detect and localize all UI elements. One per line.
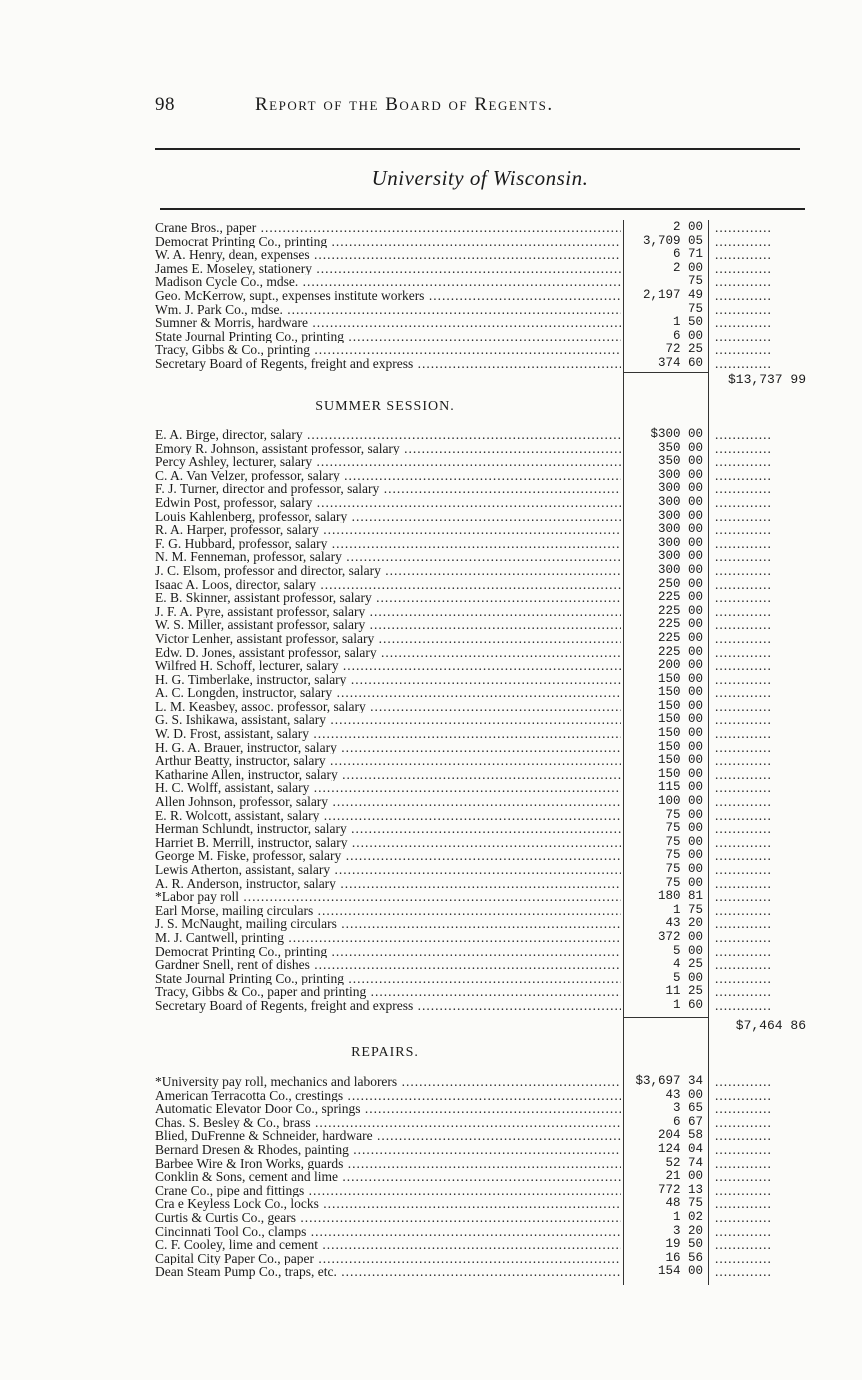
row-filler: .............	[715, 221, 772, 235]
ledger-row	[155, 316, 815, 330]
row-filler: .............	[715, 835, 772, 850]
ledger-row	[155, 822, 815, 836]
ledger-row	[155, 795, 815, 809]
row-description: Wilfred H. Schoff, lecturer, salary .....	[155, 659, 621, 673]
ledger-row	[155, 1157, 815, 1171]
ledger-row	[155, 1265, 815, 1279]
section-total: $13,737 99	[727, 372, 806, 387]
row-description: Blied, DuFrenne & Schneider, hardware .....	[155, 1129, 621, 1143]
row-description: State Journal Printing Co., printing .....	[155, 330, 621, 344]
row-amount: 115 00	[657, 780, 703, 795]
row-description: State Journal Printing Co., printing .....	[155, 972, 621, 986]
ledger-row	[155, 632, 815, 646]
ledger-row	[155, 809, 815, 823]
row-description: E. R. Wolcott, assistant, salary .....	[155, 809, 621, 823]
row-description: H. G. A. Brauer, instructor, salary .....	[155, 741, 621, 755]
row-amount: 4 25	[672, 957, 703, 972]
row-description: American Terracotta Co., crestings .....	[155, 1089, 621, 1103]
row-amount: 75 00	[665, 821, 703, 836]
row-filler: .............	[715, 659, 772, 673]
row-filler: .............	[715, 699, 772, 714]
ledger-row	[155, 442, 815, 456]
row-description: Emory R. Johnson, assistant professor, salary .....	[155, 442, 621, 456]
row-filler: .............	[715, 1224, 772, 1239]
ledger-row	[155, 550, 815, 564]
row-description: W. D. Frost, assistant, salary .....	[155, 727, 621, 741]
ledger-row	[155, 1184, 815, 1198]
ledger-row	[155, 482, 815, 496]
subtitle-rule	[160, 208, 805, 210]
row-amount: 16 56	[665, 1250, 703, 1265]
ledger-row	[155, 591, 815, 605]
row-filler: .............	[715, 1075, 772, 1089]
ledger-row	[155, 537, 815, 551]
ledger-row	[155, 768, 815, 782]
section-heading-summer: SUMMER SESSION.	[315, 399, 455, 414]
ledger-row	[155, 469, 815, 483]
ledger-row	[155, 904, 815, 918]
row-description: Capital City Paper Co., paper .....	[155, 1252, 621, 1266]
section-repairs-rows	[155, 1075, 815, 1279]
row-filler: .............	[715, 849, 772, 863]
row-filler: .............	[715, 563, 772, 578]
ledger-row	[155, 1143, 815, 1157]
row-amount: 1 75	[672, 902, 703, 917]
row-description: J. C. Elsom, professor and director, salary .....	[155, 564, 621, 578]
row-amount: 1 50	[672, 315, 703, 330]
ledger-row	[155, 1238, 815, 1252]
row-filler: .............	[715, 329, 772, 344]
ledger-row	[155, 985, 815, 999]
running-header	[155, 94, 675, 118]
ledger-row	[155, 1129, 815, 1143]
row-description: Barbee Wire & Iron Works, guards .....	[155, 1157, 621, 1171]
row-filler: .............	[715, 631, 772, 646]
ledger-row	[155, 646, 815, 660]
row-filler: .............	[715, 536, 772, 551]
row-filler: .............	[715, 428, 772, 442]
row-amount: 300 00	[657, 481, 703, 496]
row-filler: .............	[715, 509, 772, 524]
row-filler: .............	[715, 958, 772, 972]
ledger-row	[155, 303, 815, 317]
row-amount: 3,709 05	[642, 233, 703, 248]
row-amount: 75 00	[665, 834, 703, 849]
row-description: Sumner & Morris, hardware .....	[155, 316, 621, 330]
row-description: G. S. Ishikawa, assistant, salary .....	[155, 713, 621, 727]
row-filler: .............	[715, 890, 772, 904]
row-amount: 5 00	[672, 943, 703, 958]
row-amount: 2 00	[672, 260, 703, 275]
row-description: C. F. Cooley, lime and cement .....	[155, 1238, 621, 1252]
row-filler: .............	[715, 550, 772, 564]
row-filler: .............	[715, 495, 772, 510]
row-filler: .............	[715, 618, 772, 632]
row-description: *University pay roll, mechanics and laborers .....	[155, 1075, 621, 1089]
row-filler: .............	[715, 591, 772, 605]
row-amount: 150 00	[657, 671, 703, 686]
row-filler: .............	[715, 455, 772, 469]
row-description: Cra e Keyless Lock Co., locks .....	[155, 1197, 621, 1211]
row-filler: .............	[715, 727, 772, 741]
row-description: *Labor pay roll .....	[155, 890, 621, 904]
row-filler: .............	[715, 356, 772, 371]
row-filler: .............	[715, 1251, 772, 1266]
ledger-row	[155, 1116, 815, 1130]
row-filler: .............	[715, 302, 772, 317]
ledger-row	[155, 999, 815, 1013]
row-amount: 300 00	[657, 494, 703, 509]
row-description: F. G. Hubbard, professor, salary .....	[155, 537, 621, 551]
page-number: 98	[155, 94, 175, 115]
row-description: Percy Ashley, lecturer, salary .....	[155, 455, 621, 469]
ledger-row	[155, 605, 815, 619]
ledger-row	[155, 673, 815, 687]
row-amount: 124 04	[657, 1141, 703, 1156]
row-filler: .............	[715, 903, 772, 918]
ledger-row	[155, 686, 815, 700]
row-amount: 150 00	[657, 739, 703, 754]
row-amount: 150 00	[657, 726, 703, 741]
row-amount: 154 00	[657, 1264, 703, 1279]
row-filler: .............	[715, 523, 772, 537]
ledger-row	[155, 523, 815, 537]
row-description: Conklin & Sons, cement and lime .....	[155, 1170, 621, 1184]
row-amount: 772 13	[657, 1182, 703, 1197]
row-filler: .............	[715, 930, 772, 945]
row-amount: 350 00	[657, 454, 703, 469]
row-filler: .............	[715, 971, 772, 986]
row-description: George M. Fiske, professor, salary .....	[155, 849, 621, 863]
row-description: Edw. D. Jones, assistant professor, salary .....	[155, 646, 621, 660]
row-amount: 75	[687, 301, 703, 316]
row-filler: .............	[715, 944, 772, 959]
row-filler: .............	[715, 1129, 772, 1143]
row-amount: 150 00	[657, 712, 703, 727]
row-description: Geo. McKerrow, supt., expenses institute workers .....	[155, 289, 621, 303]
row-filler: .............	[715, 795, 772, 809]
row-filler: .............	[715, 316, 772, 330]
row-filler: .............	[715, 482, 772, 496]
row-description: James E. Moseley, stationery .....	[155, 262, 621, 276]
row-description: Victor Lenher, assistant professor, salary .....	[155, 632, 621, 646]
ledger-row	[155, 659, 815, 673]
ledger-row	[155, 1089, 815, 1103]
row-filler: .............	[715, 917, 772, 931]
row-amount: 1 60	[672, 997, 703, 1012]
ledger-row	[155, 1197, 815, 1211]
row-amount: 150 00	[657, 698, 703, 713]
ledger-row	[155, 578, 815, 592]
row-amount: 43 20	[665, 916, 703, 931]
row-description: L. M. Keasbey, assoc. professor, salary .....	[155, 700, 621, 714]
section-general-rows	[155, 221, 815, 371]
row-description: Democrat Printing Co., printing .....	[155, 235, 621, 249]
row-filler: .............	[715, 713, 772, 728]
row-amount: 374 60	[657, 355, 703, 370]
row-filler: .............	[715, 604, 772, 619]
row-amount: 150 00	[657, 753, 703, 768]
ledger-row	[155, 618, 815, 632]
ledger-row	[155, 343, 815, 357]
row-filler: .............	[715, 672, 772, 687]
row-filler: .............	[715, 1102, 772, 1116]
ledger-row	[155, 1211, 815, 1225]
row-amount: 75 00	[665, 875, 703, 890]
row-description: Isaac A. Loos, director, salary .....	[155, 578, 621, 592]
row-description: Gardner Snell, rent of dishes .....	[155, 958, 621, 972]
row-filler: .............	[715, 740, 772, 755]
row-amount: 72 25	[665, 342, 703, 357]
row-description: H. G. Timberlake, instructor, salary .....	[155, 673, 621, 687]
row-filler: .............	[715, 1088, 772, 1103]
row-filler: .............	[715, 1238, 772, 1252]
row-amount: 300 00	[657, 549, 703, 564]
row-description: A. C. Longden, instructor, salary .....	[155, 686, 621, 700]
row-amount: 250 00	[657, 576, 703, 591]
row-amount: 225 00	[657, 630, 703, 645]
section-total: $7,464 86	[735, 1018, 806, 1033]
row-description: Arthur Beatty, instructor, salary .....	[155, 754, 621, 768]
row-amount: 75	[687, 274, 703, 289]
row-description: Chas. S. Besley & Co., brass .....	[155, 1116, 621, 1130]
ledger-row	[155, 958, 815, 972]
row-amount: 100 00	[657, 794, 703, 809]
row-amount: 204 58	[657, 1128, 703, 1143]
row-description: Cincinnati Tool Co., clamps .....	[155, 1225, 621, 1239]
row-amount: 48 75	[665, 1196, 703, 1211]
institution-title: University of Wisconsin.	[371, 166, 589, 190]
row-amount: 19 50	[665, 1237, 703, 1252]
row-description: Edwin Post, professor, salary .....	[155, 496, 621, 510]
row-description: Herman Schlundt, instructor, salary .....	[155, 822, 621, 836]
row-amount: 350 00	[657, 440, 703, 455]
row-filler: .............	[715, 754, 772, 768]
row-amount: $3,697 34	[635, 1074, 703, 1088]
row-amount: 43 00	[665, 1087, 703, 1102]
row-filler: .............	[715, 1156, 772, 1171]
row-filler: .............	[715, 1142, 772, 1157]
row-amount: 11 25	[665, 984, 703, 999]
row-description: J. F. A. Pyre, assistant professor, salary .....	[155, 605, 621, 619]
ledger-row	[155, 330, 815, 344]
row-description: W. A. Henry, dean, expenses .....	[155, 248, 621, 262]
ledger-row	[155, 931, 815, 945]
row-filler: .............	[715, 998, 772, 1013]
row-filler: .............	[715, 343, 772, 357]
ledger-row	[155, 275, 815, 289]
row-filler: .............	[715, 1115, 772, 1130]
row-amount: 6 67	[672, 1114, 703, 1129]
row-filler: .............	[715, 577, 772, 592]
ledger-row	[155, 1170, 815, 1184]
row-description: Crane Bros., paper .....	[155, 221, 621, 235]
ledger-row	[155, 727, 815, 741]
row-description: Bernard Dresen & Rhodes, painting .....	[155, 1143, 621, 1157]
row-filler: .............	[715, 1197, 772, 1211]
row-amount: 2,197 49	[642, 287, 703, 302]
ledger-row	[155, 496, 815, 510]
row-amount: 52 74	[665, 1155, 703, 1170]
row-amount: 6 71	[672, 247, 703, 262]
section-summer-rows	[155, 428, 815, 1013]
ledger-row	[155, 289, 815, 303]
row-amount: 75 00	[665, 862, 703, 876]
row-filler: .............	[715, 275, 772, 289]
ledger-row	[155, 877, 815, 891]
row-filler: .............	[715, 808, 772, 823]
row-amount: 300 00	[657, 562, 703, 577]
ledger-row	[155, 262, 815, 276]
row-description: Secretary Board of Regents, freight and express .....	[155, 999, 621, 1013]
row-filler: .............	[715, 1210, 772, 1225]
row-description: C. A. Van Velzer, professor, salary .....	[155, 469, 621, 483]
ledger-row	[155, 700, 815, 714]
row-filler: .............	[715, 822, 772, 836]
header-rule	[155, 148, 800, 150]
row-amount: 372 00	[657, 929, 703, 944]
row-filler: .............	[715, 248, 772, 262]
ledger-row	[155, 510, 815, 524]
ledger-row	[155, 781, 815, 795]
ledger-row	[155, 1225, 815, 1239]
row-filler: .............	[715, 863, 772, 877]
ledger-row	[155, 713, 815, 727]
row-amount: 225 00	[657, 603, 703, 618]
row-filler: .............	[715, 441, 772, 456]
row-amount: 3 65	[672, 1101, 703, 1116]
ledger-row	[155, 564, 815, 578]
row-filler: .............	[715, 876, 772, 891]
subtotal-rule	[623, 372, 709, 373]
row-description: Crane Co., pipe and fittings .....	[155, 1184, 621, 1198]
running-title: Report of the Board of Regents.	[255, 94, 554, 115]
row-description: H. C. Wolff, assistant, salary .....	[155, 781, 621, 795]
row-amount: 300 00	[657, 535, 703, 550]
row-description: Tracy, Gibbs & Co., paper and printing .....	[155, 985, 621, 999]
row-amount: 21 00	[665, 1169, 703, 1184]
row-description: J. S. McNaught, mailing circulars .....	[155, 917, 621, 931]
row-description: Dean Steam Pump Co., traps, etc. .....	[155, 1265, 621, 1279]
row-amount: 3 20	[672, 1223, 703, 1238]
row-amount: 300 00	[657, 508, 703, 523]
row-filler: .............	[715, 234, 772, 249]
row-description: Madison Cycle Co., mdse. .....	[155, 275, 621, 289]
ledger-row	[155, 248, 815, 262]
subtotal-rule	[623, 1017, 709, 1018]
ledger-row	[155, 1102, 815, 1116]
row-filler: .............	[715, 1183, 772, 1198]
ledger-row	[155, 836, 815, 850]
row-amount: 200 00	[657, 658, 703, 673]
row-amount: 75 00	[665, 848, 703, 863]
row-description: Earl Morse, mailing circulars .....	[155, 904, 621, 918]
row-amount: 1 02	[672, 1209, 703, 1224]
row-description: R. A. Harper, professor, salary .....	[155, 523, 621, 537]
row-filler: .............	[715, 1265, 772, 1279]
row-amount: 150 00	[657, 766, 703, 781]
row-description: Harriet B. Merrill, instructor, salary .....	[155, 836, 621, 850]
ledger-row	[155, 890, 815, 904]
row-amount: 2 00	[672, 220, 703, 234]
row-description: Louis Kahlenberg, professor, salary .....	[155, 510, 621, 524]
row-description: E. B. Skinner, assistant professor, salary .....	[155, 591, 621, 605]
row-filler: .............	[715, 1170, 772, 1184]
row-amount: 225 00	[657, 590, 703, 605]
ledger-row	[155, 863, 815, 877]
row-amount: 75 00	[665, 807, 703, 822]
row-description: Wm. J. Park Co., mdse. .....	[155, 303, 621, 317]
ledger-row	[155, 1075, 815, 1089]
row-amount: 225 00	[657, 617, 703, 632]
ledger-row	[155, 945, 815, 959]
row-description: Allen Johnson, professor, salary .....	[155, 795, 621, 809]
row-amount: 150 00	[657, 685, 703, 700]
row-amount: 180 81	[657, 889, 703, 904]
row-amount: 6 00	[672, 328, 703, 343]
ledger-row	[155, 428, 815, 442]
row-description: F. J. Turner, director and professor, salary .....	[155, 482, 621, 496]
row-description: A. R. Anderson, instructor, salary .....	[155, 877, 621, 891]
ledger-row	[155, 221, 815, 235]
row-amount: 225 00	[657, 644, 703, 659]
row-description: E. A. Birge, director, salary .....	[155, 428, 621, 442]
ledger-row	[155, 849, 815, 863]
row-description: Katharine Allen, instructor, salary .....	[155, 768, 621, 782]
row-description: Secretary Board of Regents, freight and express .....	[155, 357, 621, 371]
row-filler: .............	[715, 767, 772, 782]
ledger-row	[155, 917, 815, 931]
ledger-row	[155, 972, 815, 986]
row-description: Lewis Atherton, assistant, salary .....	[155, 863, 621, 877]
row-description: Curtis & Curtis Co., gears .....	[155, 1211, 621, 1225]
row-amount: 300 00	[657, 522, 703, 537]
row-filler: .............	[715, 468, 772, 483]
ledger-row	[155, 741, 815, 755]
ledger-row	[155, 1252, 815, 1266]
ledger-row	[155, 357, 815, 371]
row-description: W. S. Miller, assistant professor, salary .....	[155, 618, 621, 632]
row-description: Automatic Elevator Door Co., springs .....	[155, 1102, 621, 1116]
row-amount: 300 00	[657, 467, 703, 482]
section-heading-repairs: REPAIRS.	[351, 1045, 419, 1060]
row-filler: .............	[715, 985, 772, 999]
ledger-row	[155, 754, 815, 768]
row-filler: .............	[715, 645, 772, 660]
ledger-row	[155, 235, 815, 249]
row-filler: .............	[715, 686, 772, 700]
ledger-row	[155, 455, 815, 469]
row-filler: .............	[715, 288, 772, 303]
row-description: Tracy, Gibbs & Co., printing .....	[155, 343, 621, 357]
row-description: N. M. Fenneman, professor, salary .....	[155, 550, 621, 564]
row-amount: $300 00	[650, 427, 703, 441]
row-amount: 5 00	[672, 970, 703, 985]
row-filler: .............	[715, 261, 772, 276]
row-description: M. J. Cantwell, printing .....	[155, 931, 621, 945]
row-description: Democrat Printing Co., printing .....	[155, 945, 621, 959]
row-filler: .............	[715, 781, 772, 796]
